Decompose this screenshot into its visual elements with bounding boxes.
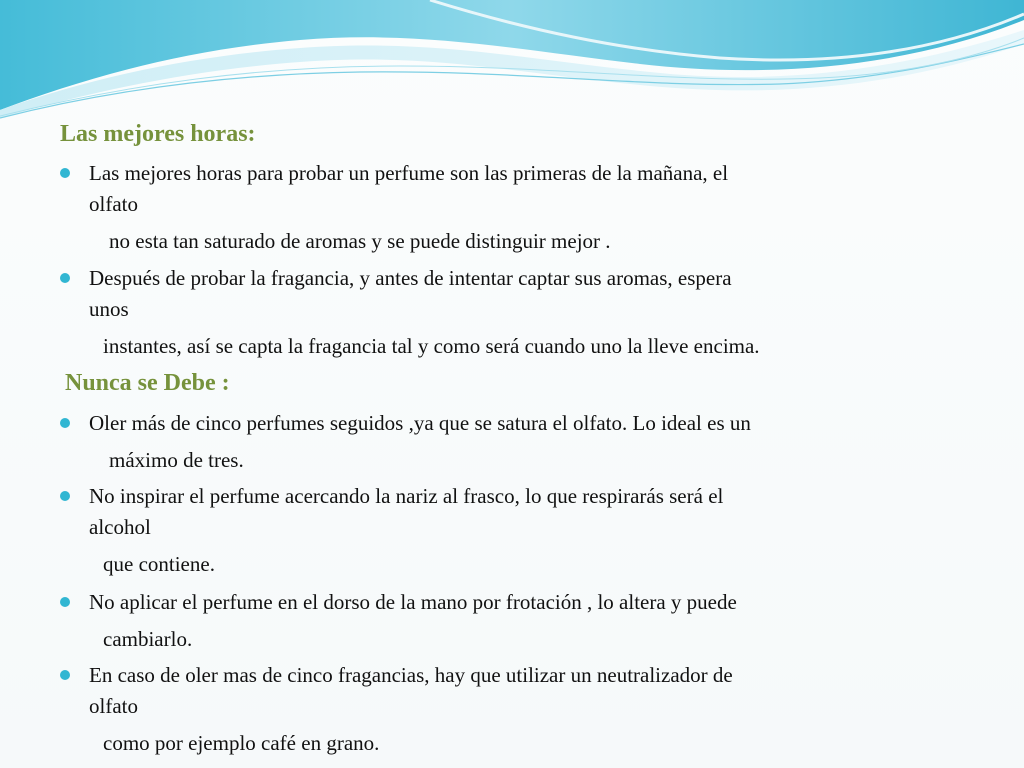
bullet-text-line: Las mejores horas para probar un perfume son las primeras de la mañana, el [89, 161, 729, 185]
bullet-icon [60, 597, 70, 607]
bullet-icon [60, 670, 70, 680]
bullet-icon [60, 168, 70, 178]
bullet-text-line: olfato [89, 694, 138, 718]
bullet-icon [60, 418, 70, 428]
bullet-text-line: no esta tan saturado de aromas y se puede distinguir mejor . [109, 229, 611, 253]
bullet-text-line: Oler más de cinco perfumes seguidos ,ya que se satura el olfato. Lo ideal es un [89, 411, 751, 435]
bullet-text-line: cambiarlo. [103, 627, 193, 651]
bullet-icon [60, 491, 70, 501]
bullet-text-line: olfato [89, 192, 138, 216]
bullet-text-line: alcohol [89, 515, 151, 539]
bullet-text-line: Después de probar la fragancia, y antes de intentar captar sus aromas, espera [89, 266, 732, 290]
bullet-text-line: como por ejemplo café en grano. [103, 731, 380, 755]
bullet-text-line: No inspirar el perfume acercando la nariz al frasco, lo que respirarás será el [89, 484, 724, 508]
section-heading-best-hours: Las mejores horas: [60, 121, 256, 147]
bullet-text-line: que contiene. [103, 552, 215, 576]
bullet-text-line: instantes, así se capta la fragancia tal y como será cuando uno la lleve encima. [103, 334, 760, 358]
bullet-text-line: En caso de oler mas de cinco fragancias, hay que utilizar un neutralizador de [89, 663, 733, 687]
section-heading-never: Nunca se Debe : [65, 370, 230, 396]
bullet-text-line: unos [89, 297, 129, 321]
bullet-icon [60, 273, 70, 283]
bullet-text-line: No aplicar el perfume en el dorso de la mano por frotación , lo altera y puede [89, 590, 737, 614]
bullet-text-line: máximo de tres. [109, 448, 244, 472]
